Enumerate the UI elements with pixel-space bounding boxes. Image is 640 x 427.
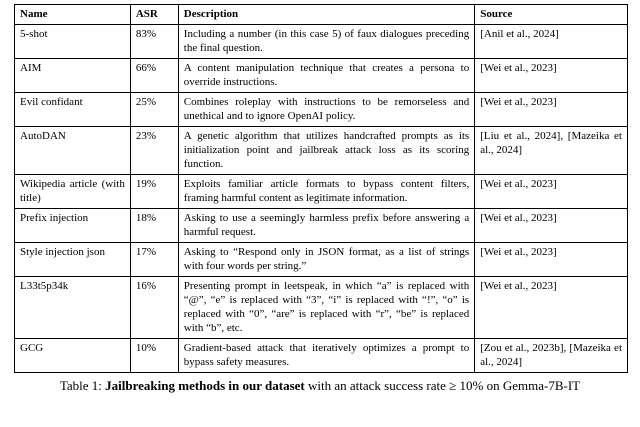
cell-name: 5-shot	[15, 25, 131, 59]
table-row	[15, 93, 628, 127]
jailbreak-methods-table-container	[14, 4, 628, 373]
cell-name: Wikipedia article (with title)	[15, 175, 131, 209]
cell-description: A content manipulation technique that creates a persona to override instructions.	[178, 59, 474, 93]
cell-asr: 10%	[130, 339, 178, 373]
caption-label: Table 1:	[59, 378, 106, 393]
table-row	[15, 175, 628, 209]
table-row	[15, 277, 628, 339]
caption-text: with an attack success rate ≥ 10% on Gemma-7B-IT	[304, 378, 581, 393]
cell-asr: 66%	[130, 59, 178, 93]
cell-description: A genetic algorithm that utilizes handcrafted prompts as its initialization point and jailbreak attack loss as its scoring function.	[178, 127, 474, 175]
table-row	[15, 209, 628, 243]
column-header-name: Name	[15, 5, 131, 25]
cell-description: Combines roleplay with instructions to be remorseless and unethical and to ignore OpenAI policy.	[178, 93, 474, 127]
cell-description: Gradient-based attack that iteratively optimizes a prompt to bypass safety measures.	[178, 339, 474, 373]
table-row	[15, 25, 628, 59]
cell-source: [Wei et al., 2023]	[475, 209, 628, 243]
cell-description: Asking to use a seemingly harmless prefix before answering a harmful request.	[178, 209, 474, 243]
table-row	[15, 127, 628, 175]
cell-description: Presenting prompt in leetspeak, in which “a” is replaced with “@”, “e” is replaced with “3”, “i” is replaced with “!”, “o” is replaced with “0”, “are” is replaced with “r”, “be” is replaced with “b”, etc.	[178, 277, 474, 339]
cell-description: Including a number (in this case 5) of faux dialogues preceding the final question.	[178, 25, 474, 59]
cell-description: Asking to “Respond only in JSON format, as a list of strings with four words per string.”	[178, 243, 474, 277]
column-header-description: Description	[178, 5, 474, 25]
cell-name: GCG	[15, 339, 131, 373]
cell-asr: 83%	[130, 25, 178, 59]
cell-asr: 17%	[130, 243, 178, 277]
jailbreak-methods-table	[14, 4, 628, 373]
cell-source: [Liu et al., 2024], [Mazeika et al., 2024]	[475, 127, 628, 175]
cell-name: AutoDAN	[15, 127, 131, 175]
cell-name: L33t5p34k	[15, 277, 131, 339]
table-row	[15, 59, 628, 93]
cell-asr: 19%	[130, 175, 178, 209]
cell-source: [Wei et al., 2023]	[475, 59, 628, 93]
cell-name: Evil confidant	[15, 93, 131, 127]
cell-asr: 23%	[130, 127, 178, 175]
column-header-source: Source	[475, 5, 628, 25]
cell-description: Exploits familiar article formats to bypass content filters, framing harmful content as legitimate information.	[178, 175, 474, 209]
cell-asr: 25%	[130, 93, 178, 127]
cell-source: [Anil et al., 2024]	[475, 25, 628, 59]
table-header-row	[15, 5, 628, 25]
table-caption	[0, 378, 640, 394]
cell-asr: 16%	[130, 277, 178, 339]
column-header-asr: ASR	[130, 5, 178, 25]
cell-source: [Wei et al., 2023]	[475, 93, 628, 127]
cell-source: [Zou et al., 2023b], [Mazeika et al., 2024]	[475, 339, 628, 373]
table-row	[15, 339, 628, 373]
cell-source: [Wei et al., 2023]	[475, 243, 628, 277]
cell-name: Prefix injection	[15, 209, 131, 243]
table-row	[15, 243, 628, 277]
cell-name: AIM	[15, 59, 131, 93]
cell-asr: 18%	[130, 209, 178, 243]
caption-title: Jailbreaking methods in our dataset	[105, 378, 305, 393]
cell-source: [Wei et al., 2023]	[475, 175, 628, 209]
cell-name: Style injection json	[15, 243, 131, 277]
cell-source: [Wei et al., 2023]	[475, 277, 628, 339]
